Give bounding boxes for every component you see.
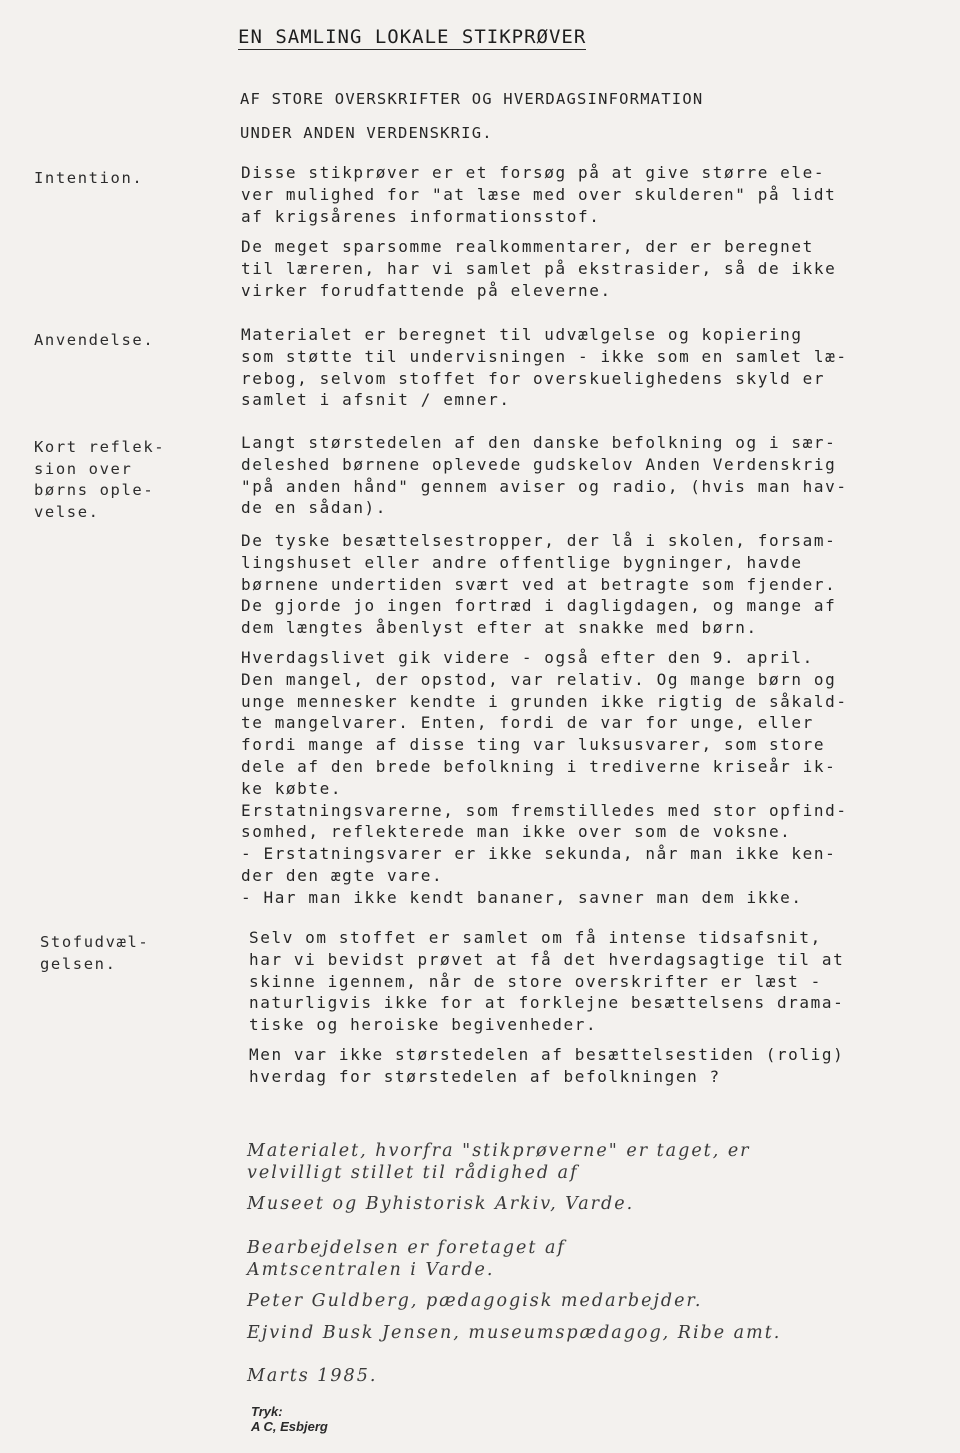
text-line: Hverdagslivet gik videre - også efter den 9. april. (241, 648, 814, 667)
credit-date (247, 1365, 377, 1387)
label-line: Stofudvæl- (40, 933, 150, 951)
text-line: unge mennesker kendte i grunden ikke rigtig de såkald- (241, 691, 848, 711)
paragraph-anvendelse (241, 324, 941, 411)
text-line: Den mangel, der opstod, var relativ. Og mange børn og (241, 669, 837, 689)
text-line: af krigsårenes informationsstof. (241, 206, 601, 226)
paragraph-intention-2 (241, 236, 941, 301)
credit-line: Amtscentralen i Varde. (247, 1260, 495, 1280)
text-line: fordi mange af disse ting var luksusvarer, som store (241, 735, 826, 755)
text-line: naturligvis ikke for at forklejne besættelsens drama- (249, 993, 845, 1013)
paragraph-stofudvaelgelsen-1 (249, 927, 949, 1036)
section-label-refleksion (34, 437, 224, 523)
credit-line: Materialet, hvorfra "stikprøverne" er taget, er (247, 1141, 751, 1161)
text-line: der den ægte vare. (241, 865, 444, 885)
text-line: "på anden hånd" gennem aviser og radio, (hvis man hav- (241, 476, 848, 496)
text-line: har vi bevidst prøvet at få det hverdagsagtige til at (249, 949, 845, 969)
label-line: Kort reflek- (34, 438, 166, 456)
section-label-intention (34, 168, 224, 190)
printer-name: A C, Esbjerg (251, 1419, 328, 1434)
text-line: Selv om stoffet er samlet om få intense tidsafsnit, (249, 928, 822, 947)
credit-museet (247, 1193, 634, 1215)
label-line: sion over (34, 459, 133, 478)
credit-line: velvilligt stillet til rådighed af (247, 1163, 579, 1183)
text-line: tiske og heroiske begivenheder. (249, 1015, 598, 1035)
text-line: - Har man ikke kendt bananer, savner man dem ikke. (241, 887, 803, 907)
credit-line: Peter Guldberg, pædagogisk medarbejder. (247, 1291, 703, 1311)
text-line: Erstatningsvarerne, som fremstilledes med stor opfind- (241, 800, 848, 820)
text-line: De tyske besættelsestropper, der lå i skolen, forsam- (241, 531, 837, 550)
credit-line: Bearbejdelsen er foretaget af (247, 1238, 566, 1258)
credit-bearbejdelsen (247, 1237, 566, 1281)
text-line: Disse stikprøver er et forsøg på at give større ele- (241, 163, 826, 182)
text-line: til læreren, har vi samlet på ekstrasider, så de ikke (241, 258, 837, 278)
label-line: Anvendelse. (34, 331, 155, 349)
credit-line: Museet og Byhistorisk Arkiv, Varde. (247, 1194, 635, 1214)
text-line: - Erstatningsvarer er ikke sekunda, når man ikke ken- (241, 844, 837, 864)
subtitle-line-1: AF STORE OVERSKRIFTER OG HVERDAGSINFORMATION (240, 90, 704, 108)
text-line: virker forudfattende på eleverne. (241, 280, 612, 300)
text-line: Materialet er beregnet til udvælgelse og kopiering (241, 325, 803, 344)
text-line: hverdag for størstedelen af befolkningen ? (249, 1066, 721, 1086)
credit-materialet (247, 1140, 751, 1184)
text-line: Men var ikke størstedelen af besættelsestiden (rolig) (249, 1045, 845, 1064)
subtitle-line-2: UNDER ANDEN VERDENSKRIG. (240, 124, 493, 142)
credit-peter-guldberg (247, 1290, 702, 1312)
section-label-anvendelse (34, 330, 224, 352)
text-line: dem længtes åbenlyst efter at snakke med børn. (241, 618, 758, 638)
text-line: samlet i afsnit / emner. (241, 390, 511, 410)
printer-label: Tryk: (251, 1404, 283, 1419)
paragraph-refleksion-1 (241, 432, 941, 519)
paragraph-refleksion-2 (241, 530, 941, 639)
text-line: lingshuset eller andre offentlige bygninger, havde (241, 552, 803, 572)
text-line: somhed, reflekterede man ikke over som de voksne. (241, 822, 792, 842)
credit-line: Ejvind Busk Jensen, museumspædagog, Ribe amt. (247, 1323, 782, 1343)
text-line: te mangelvarer. Enten, fordi de var for unge, eller (241, 713, 814, 733)
printer-info (251, 1404, 328, 1434)
text-line: De meget sparsomme realkommentarer, der er beregnet (241, 237, 814, 256)
text-line: deleshed børnene oplevede gudskelov Anden Verdenskrig (241, 454, 837, 474)
label-line: børns ople- (34, 481, 155, 499)
credit-ejvind-busk-jensen (247, 1322, 781, 1344)
text-line: ke købte. (241, 778, 343, 798)
text-line: de en sådan). (241, 498, 388, 518)
text-line: ver mulighed for "at læse med over skulderen" på lidt (241, 184, 837, 204)
section-label-stofudvaelgelsen (40, 932, 230, 975)
credit-line: Marts 1985. (247, 1366, 378, 1386)
text-line: rebog, selvom stoffet for overskuelighedens skyld er (241, 368, 826, 388)
paragraph-refleksion-3 (241, 647, 941, 909)
label-line: Intention. (34, 169, 144, 187)
text-line: skinne igennem, når de store overskrifter er læst - (249, 971, 822, 991)
paragraph-stofudvaelgelsen-2 (249, 1044, 949, 1088)
label-line: velse. (34, 502, 100, 521)
text-line: De gjorde jo ingen fortræd i dagligdagen, og mange af (241, 596, 837, 616)
text-line: dele af den brede befolkning i trediverne kriseår ik- (241, 756, 837, 776)
text-line: som støtte til undervisningen - ikke som en samlet læ- (241, 346, 848, 366)
paragraph-intention-1 (241, 162, 941, 227)
text-line: børnene undertiden svært ved at betragte som fjender. (241, 574, 837, 594)
label-line: gelsen. (40, 954, 117, 973)
document-title: EN SAMLING LOKALE STIKPRØVER (238, 26, 587, 48)
text-line: Langt størstedelen af den danske befolkning og i sær- (241, 433, 837, 452)
